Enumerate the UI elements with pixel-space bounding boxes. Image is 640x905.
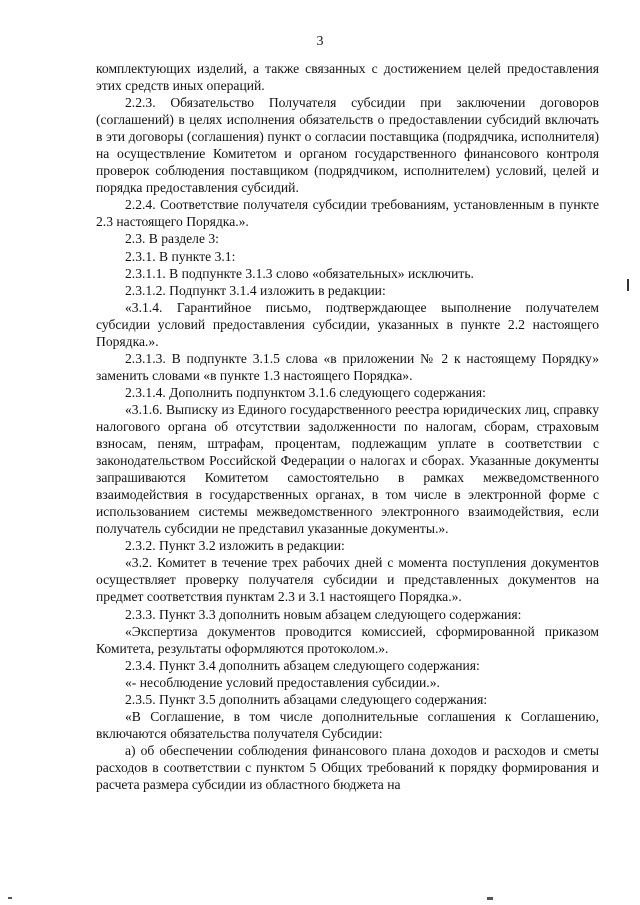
- document-body: [96, 60, 599, 793]
- page-number: 3: [316, 34, 324, 49]
- paragraph: 2.3.1.2. Подпункт 3.1.4 изложить в редакции:: [125, 282, 386, 298]
- paragraph: «Экспертиза документов проводится комиссией, сформированной приказом Комитета, результаты оформляются протоколом.».: [96, 623, 599, 656]
- paragraph: 2.2.3. Обязательство Получателя субсидии при заключении договоров (соглашений) в целях исполнения обязательств о предоставлении субсидий включать в эти договоры (соглашения) пункт о согласии поставщика (подрядчика, исполнителя) на осуществление Комитетом и органом государственного финансового контроля проверок соблюдения поставщиком (подрядчиком, исполнителем) условий, целей и порядка предоставления субсидий.: [96, 95, 599, 196]
- paragraph: «В Соглашение, в том числе дополнительные соглашения к Соглашению, включаются обязательства получателя Субсидии:: [96, 708, 599, 741]
- paragraph: «3.1.4. Гарантийное письмо, подтверждающее выполнение получателем субсидии условий предоставления субсидии, указанных в пункте 2.2 настоящего Порядка.».: [96, 299, 599, 349]
- paragraph: 2.3. В разделе 3:: [125, 231, 219, 247]
- paragraph: 2.3.3. Пункт 3.3 дополнить новым абзацем следующего содержания:: [125, 606, 522, 622]
- paragraph: 2.3.1.3. В подпункте 3.1.5 слова «в приложении № 2 к настоящему Порядку» заменить словами «в пункте 1.3 настоящего Порядка».: [96, 350, 599, 383]
- paragraph: комплектующих изделий, а также связанных с достижением целей предоставления этих средств иных операций.: [96, 61, 599, 94]
- paragraph: 2.2.4. Соответствие получателя субсидии требованиям, установленным в пункте 2.3 настоящего Порядка.».: [96, 197, 599, 230]
- scan-artifact: [8, 897, 12, 899]
- paragraph: 2.3.1. В пункте 3.1:: [125, 248, 236, 264]
- paragraph: «3.2. Комитет в течение трех рабочих дней с момента поступления документов осуществляет проверку получателя субсидии и представленных документов на предмет соответствия пунктам 2.3 и 3.1 настоящего Порядка.».: [96, 555, 599, 605]
- paragraph: а) об обеспечении соблюдения финансового плана доходов и расходов и сметы расходов в соответствии с пунктом 5 Общих требований к порядку формирования и расчета размера субсидии из областного бюджета на: [96, 742, 599, 792]
- scan-artifact: [487, 897, 493, 900]
- paragraph: 2.3.5. Пункт 3.5 дополнить абзацами следующего содержания:: [125, 691, 488, 707]
- paragraph: 2.3.1.4. Дополнить подпунктом 3.1.6 следующего содержания:: [125, 384, 486, 400]
- scan-margin-mark: [627, 279, 629, 291]
- paragraph: «3.1.6. Выписку из Единого государственного реестра юридических лиц, справку налогового органа об отсутствии задолженности по налогам, сборам, страховым взносам, пеням, штрафам, процентам, подлежащим уплате в соответствии с законодательством Российской Федерации о налогах и сборах. Указанные документы запрашиваются Комитетом самостоятельно в рамках межведомственного взаимодействия в государственных органах, в том числе в электронной форме с использованием системы межведомственного электронного взаимодействия, если получатель субсидии не представил указанные документы.».: [96, 401, 599, 537]
- paragraph: 2.3.2. Пункт 3.2 изложить в редакции:: [125, 538, 345, 554]
- paragraph: «- несоблюдение условий предоставления субсидии.».: [125, 674, 440, 690]
- paragraph: 2.3.1.1. В подпункте 3.1.3 слово «обязательных» исключить.: [125, 265, 474, 281]
- paragraph: 2.3.4. Пункт 3.4 дополнить абзацем следующего содержания:: [125, 657, 480, 673]
